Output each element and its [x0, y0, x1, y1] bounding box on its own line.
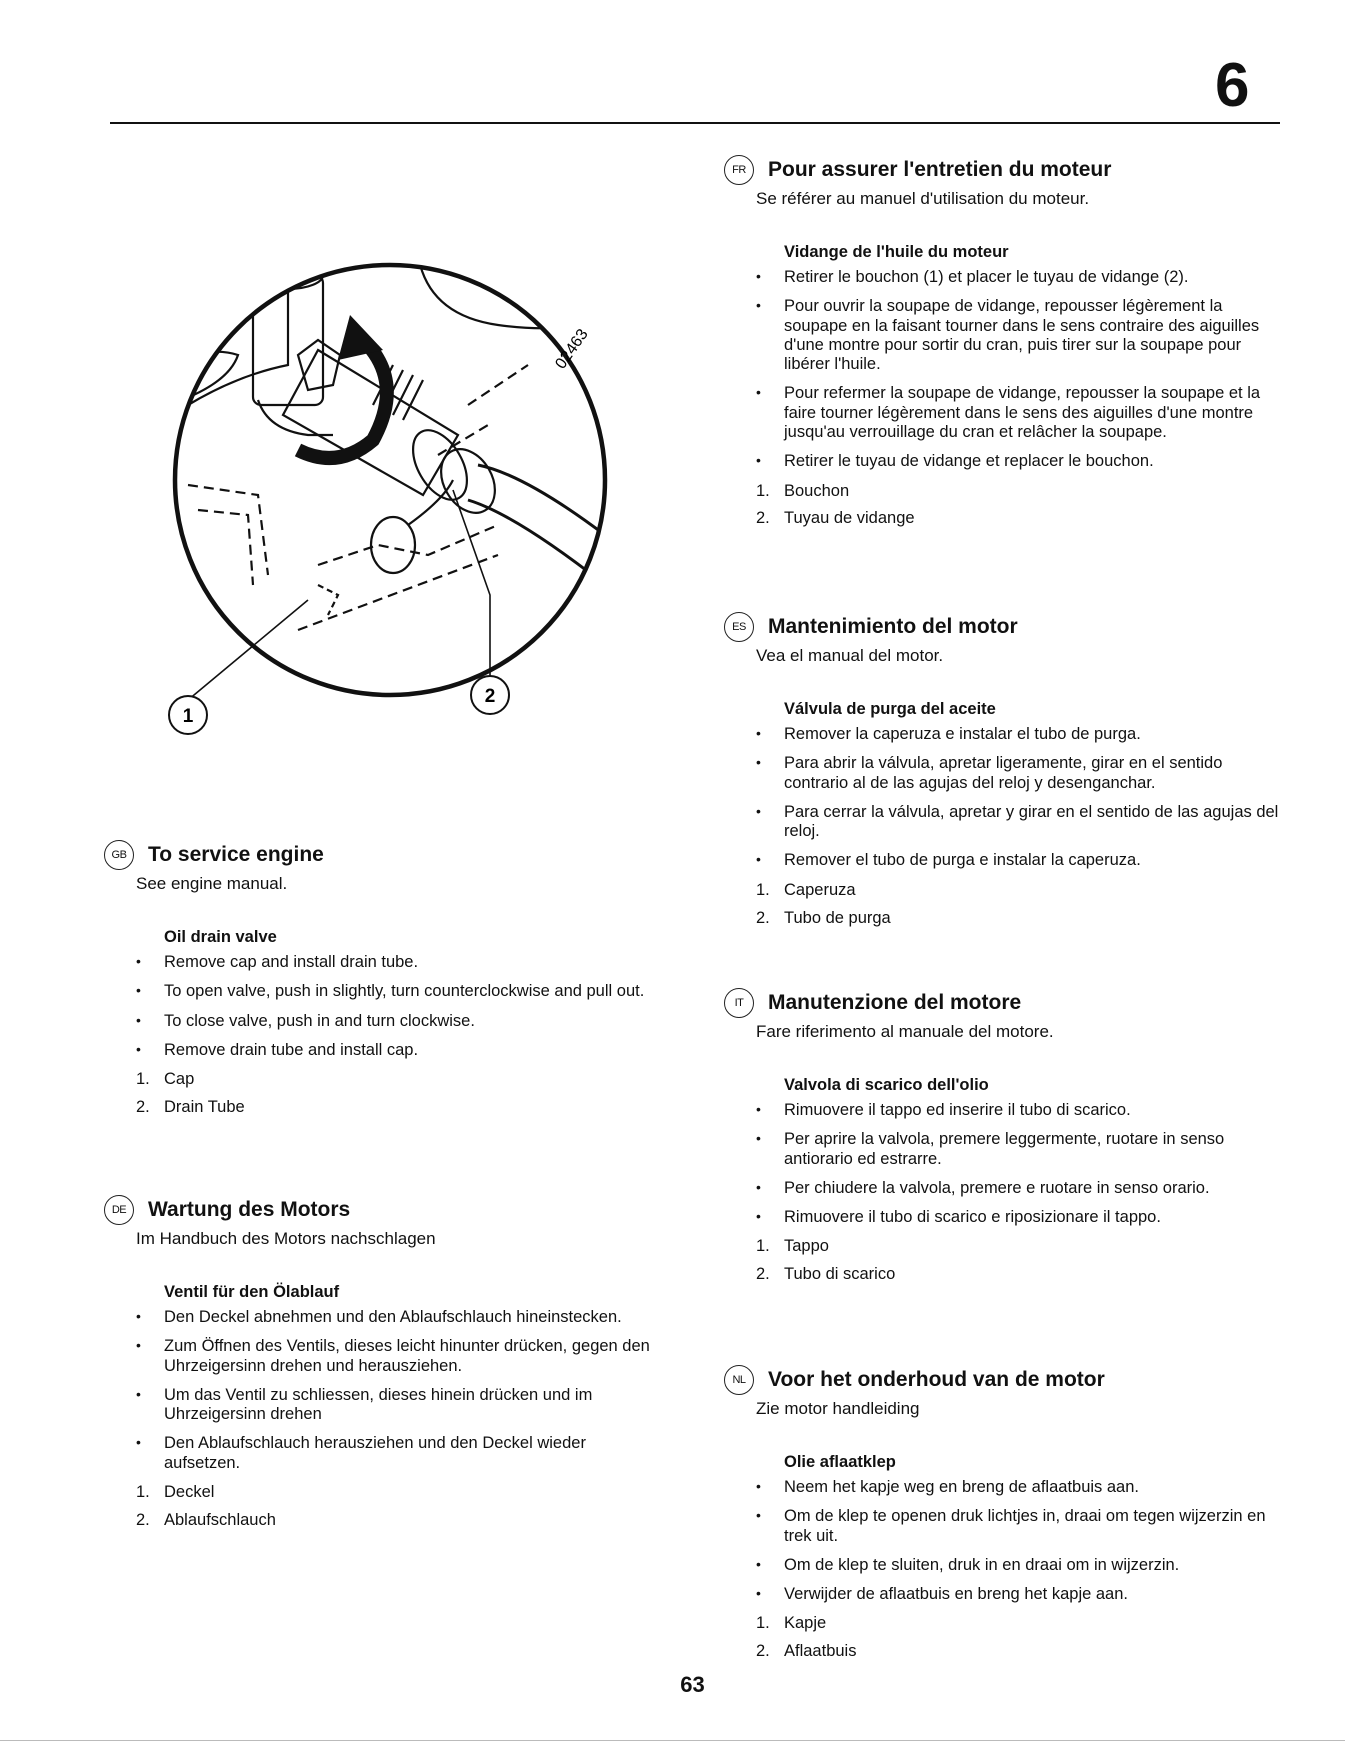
list-item: • Rimuovere il tubo di scarico e riposizionare il tappo. — [726, 1208, 1286, 1227]
list-item: • Retirer le bouchon (1) et placer le tuyau de vidange (2). — [726, 268, 1286, 287]
section-topic: Válvula de purga del aceite — [784, 700, 996, 718]
legend-item: 2. Ablaufschlauch — [136, 1510, 276, 1529]
list-item: • Per chiudere la valvola, premere e ruotare in senso orario. — [726, 1179, 1286, 1198]
list-item: • To open valve, push in slightly, turn counterclockwise and pull out. — [106, 982, 666, 1001]
list-item: • Pour refermer la soupape de vidange, repousser la soupape et la faire tourner légèrement dans le sens des aiguilles d'une montre jusqu'au verrouillage du cran et relâcher la soupape. — [726, 384, 1286, 442]
section-de — [106, 1195, 666, 1539]
legend-item: 2. Aflaatbuis — [756, 1642, 857, 1661]
language-badge-fr: FR — [724, 155, 754, 185]
parts-legend — [106, 1070, 666, 1118]
list-item: • Para abrir la válvula, apretar ligeramente, girar en el sentido contrario al de las agujas del reloj y desenganchar. — [726, 754, 1286, 793]
section-title: To service engine — [148, 843, 324, 867]
section-fr — [726, 155, 1286, 537]
list-item: • Pour ouvrir la soupape de vidange, repousser légèrement la soupape en la faisant tourner dans le sens contraire des aiguilles d'une montre pour sortir du cran, puis tirer sur la soupape pour libérer l'huile. — [726, 297, 1286, 374]
section-subtitle: See engine manual. — [136, 874, 288, 893]
section-title: Manutenzione del motore — [768, 991, 1022, 1015]
legend-item: 2. Tuyau de vidange — [756, 509, 915, 528]
language-badge-es: ES — [724, 612, 754, 642]
language-badge-gb: GB — [104, 840, 134, 870]
list-item: • Den Ablaufschlauch herausziehen und den Deckel wieder aufsetzen. — [106, 1434, 666, 1473]
list-item: • Para cerrar la válvula, apretar y girar en el sentido de las agujas del reloj. — [726, 803, 1286, 842]
legend-item: 1. Deckel — [136, 1483, 215, 1502]
section-nl — [726, 1365, 1286, 1670]
list-item: • Retirer le tuyau de vidange et replacer le bouchon. — [726, 452, 1286, 471]
list-item: • Um das Ventil zu schliessen, dieses hinein drücken und im Uhrzeigersinn drehen — [106, 1386, 666, 1425]
bullet-list — [726, 1478, 1286, 1604]
list-item: • Rimuovere il tappo ed inserire il tubo di scarico. — [726, 1101, 1286, 1120]
list-item: • Om de klep te openen druk lichtjes in, draai om tegen wijzerzin en trek uit. — [726, 1507, 1286, 1546]
section-topic: Valvola di scarico dell'olio — [784, 1076, 989, 1094]
oil-drain-valve-figure — [168, 255, 618, 815]
footer-rule — [0, 1740, 1345, 1741]
figure-id: 02463 — [552, 326, 592, 373]
section-it — [726, 988, 1286, 1293]
list-item: • Remove cap and install drain tube. — [106, 953, 666, 972]
list-item: • Neem het kapje weg en breng de aflaatbuis aan. — [726, 1478, 1286, 1497]
section-title: Wartung des Motors — [148, 1198, 351, 1222]
section-topic: Ventil für den Ölablauf — [164, 1283, 340, 1301]
list-item: • Om de klep te sluiten, druk in en draai om in wijzerzin. — [726, 1556, 1286, 1575]
list-item: • To close valve, push in and turn clockwise. — [106, 1012, 666, 1031]
section-subtitle: Fare riferimento al manuale del motore. — [756, 1022, 1054, 1041]
parts-legend — [726, 1614, 1286, 1662]
bullet-list — [726, 268, 1286, 472]
bullet-list — [726, 725, 1286, 871]
bullet-list — [106, 953, 666, 1060]
language-badge-nl: NL — [724, 1365, 754, 1395]
parts-legend — [106, 1483, 666, 1531]
section-title: Voor het onderhoud van de motor — [768, 1368, 1105, 1392]
section-topic: Vidange de l'huile du moteur — [784, 243, 1009, 261]
parts-legend — [726, 482, 1286, 530]
svg-text:2: 2 — [484, 686, 496, 707]
list-item: • Remover el tubo de purga e instalar la caperuza. — [726, 851, 1286, 870]
list-item: • Per aprire la valvola, premere leggermente, ruotare in senso antiorario ed estrarre. — [726, 1130, 1286, 1169]
page-number: 63 — [680, 1672, 705, 1697]
bullet-list — [106, 1308, 666, 1473]
language-badge-de: DE — [104, 1195, 134, 1225]
list-item: • Zum Öffnen des Ventils, dieses leicht hinunter drücken, gegen den Uhrzeigersinn drehen und herausziehen. — [106, 1337, 666, 1376]
header-rule — [110, 122, 1280, 124]
section-subtitle: Vea el manual del motor. — [756, 646, 944, 665]
list-item: • Den Deckel abnehmen und den Ablaufschlauch hineinstecken. — [106, 1308, 666, 1327]
section-title: Mantenimiento del motor — [768, 615, 1018, 639]
svg-text:1: 1 — [182, 706, 194, 727]
section-subtitle: Zie motor handleiding — [756, 1399, 920, 1418]
parts-legend — [726, 881, 1286, 929]
bullet-list — [726, 1101, 1286, 1227]
list-item: • Remover la caperuza e instalar el tubo de purga. — [726, 725, 1286, 744]
legend-item: 1. Caperuza — [756, 880, 856, 899]
section-subtitle: Se référer au manuel d'utilisation du moteur. — [756, 189, 1090, 208]
legend-item: 2. Tubo de purga — [756, 908, 891, 927]
callout-2 — [471, 676, 509, 714]
section-title: Pour assurer l'entretien du moteur — [768, 158, 1112, 182]
list-item: • Remove drain tube and install cap. — [106, 1041, 666, 1060]
section-es — [726, 612, 1286, 936]
section-topic: Oil drain valve — [164, 928, 277, 946]
list-item: • Verwijder de aflaatbuis en breng het kapje aan. — [726, 1585, 1286, 1604]
language-badge-it: IT — [724, 988, 754, 1018]
section-subtitle: Im Handbuch des Motors nachschlagen — [136, 1229, 436, 1248]
legend-item: 1. Cap — [136, 1070, 195, 1089]
callout-1 — [169, 696, 207, 734]
section-gb — [106, 840, 666, 1126]
legend-item: 1. Bouchon — [756, 481, 850, 500]
legend-item: 2. Tubo di scarico — [756, 1265, 896, 1284]
chapter-number: 6 — [1215, 51, 1250, 120]
section-topic: Olie aflaatklep — [784, 1453, 896, 1471]
legend-item: 1. Tappo — [756, 1237, 829, 1256]
legend-item: 2. Drain Tube — [136, 1097, 245, 1116]
legend-item: 1. Kapje — [756, 1614, 827, 1633]
parts-legend — [726, 1237, 1286, 1285]
oil-drain-valve-illustration — [168, 255, 618, 815]
